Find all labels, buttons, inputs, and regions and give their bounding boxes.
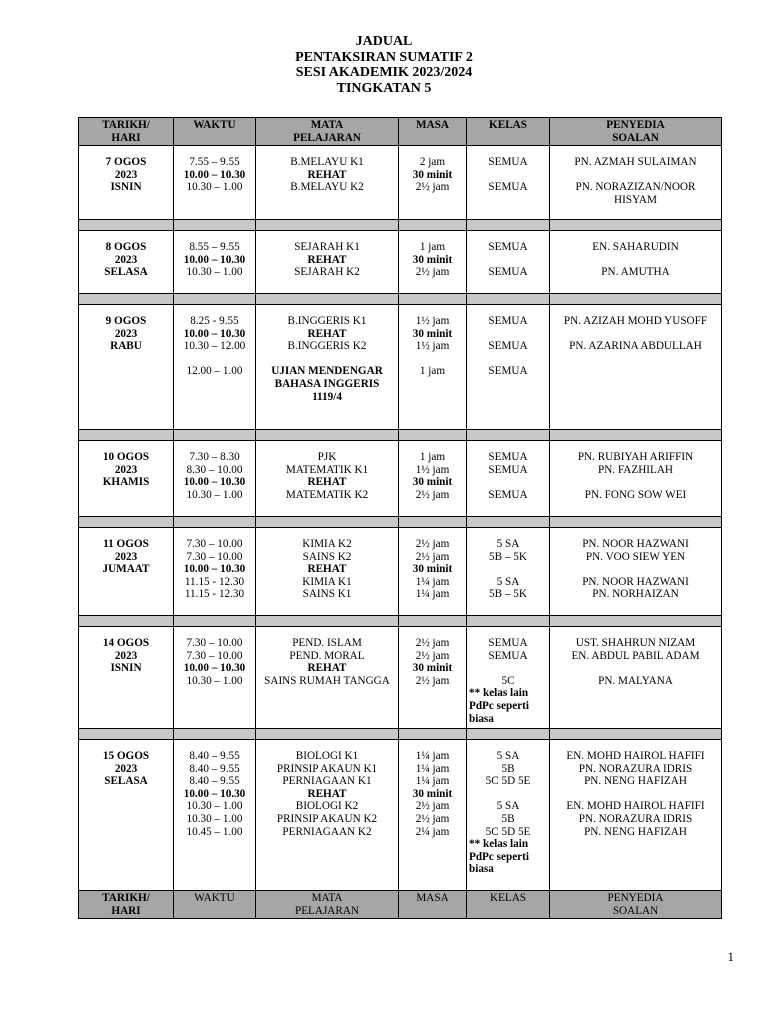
mata-cell: KIMIA K2 SAINS K2 REHAT KIMIA K1 SAINS K1 [256, 528, 399, 616]
penyedia-cell: PN. NOOR HAZWANI PN. VOO SIEW YEN PN. NOOR HAZWANI PN. NORHAIZAN [550, 528, 722, 616]
waktu-cell: 7.55 – 9.55 10.00 – 10.30 10.30 – 1.00 [174, 146, 256, 220]
header-row [79, 118, 722, 146]
header-kelas: KELAS [467, 118, 550, 146]
date-cell: 14 OGOS 2023 ISNIN [79, 627, 174, 729]
waktu-cell: 8.40 – 9.55 8.40 – 9.55 8.40 – 9.55 10.00 – 10.30 10.30 – 1.00 10.30 – 1.00 10.45 – 1.00 [174, 740, 256, 891]
title-line-1: JADUAL [355, 34, 413, 49]
header-waktu: WAKTU [174, 118, 256, 146]
waktu-cell: 8.55 – 9.55 10.00 – 10.30 10.30 – 1.00 [174, 231, 256, 294]
penyedia-cell: PN. AZIZAH MOHD YUSOFF PN. AZARINA ABDULLAH [550, 305, 722, 430]
mata-cell: B.INGGERIS K1 REHAT B.INGGERIS K2 UJIAN MENDENGAR BAHASA INGGERIS 1119/4 [256, 305, 399, 430]
day-row [79, 441, 722, 517]
waktu-cell: 7.30 – 10.00 7.30 – 10.00 10.00 – 10.30 11.15 - 12.30 11.15 - 12.30 [174, 528, 256, 616]
kelas-note: ** kelas lain PdPc seperti biasa [469, 838, 529, 876]
mata-cell: PEND. ISLAM PEND. MORAL REHAT SAINS RUMAH TANGGA [256, 627, 399, 729]
footer-kelas: KELAS [467, 891, 550, 919]
title-line-2: PENTAKSIRAN SUMATIF 2 [295, 49, 473, 65]
schedule-table [78, 117, 722, 919]
kelas-cell: SEMUA SEMUA 5C ** kelas lain PdPc seperti biasa [467, 627, 550, 729]
header-masa: MASA [399, 118, 467, 146]
separator-row [79, 729, 722, 740]
day-row [79, 627, 722, 729]
date-cell: 9 OGOS 2023 RABU [79, 305, 174, 430]
header-tarikh: TARIKH/ HARI [79, 118, 174, 146]
date-cell: 11 OGOS 2023 JUMAAT [79, 528, 174, 616]
date-cell: 8 OGOS 2023 SELASA [79, 231, 174, 294]
footer-waktu: WAKTU [174, 891, 256, 919]
kelas-cell: 5 SA 5B 5C 5D 5E 5 SA 5B 5C 5D 5E ** kelas lain PdPc seperti biasa [467, 740, 550, 891]
masa-cell: 1½ jam 30 minit 1½ jam 1 jam [399, 305, 467, 430]
masa-cell: 1 jam 30 minit 2½ jam [399, 231, 467, 294]
footer-masa: MASA [399, 891, 467, 919]
day-row [79, 305, 722, 430]
date-cell: 15 OGOS 2023 SELASA [79, 740, 174, 891]
footer-header-row [79, 891, 722, 919]
masa-cell: 2½ jam 2½ jam 30 minit 2½ jam [399, 627, 467, 729]
document-title-block [0, 34, 768, 96]
mata-cell: SEJARAH K1 REHAT SEJARAH K2 [256, 231, 399, 294]
separator-row [79, 517, 722, 528]
mata-cell: B.MELAYU K1 REHAT B.MELAYU K2 [256, 146, 399, 220]
penyedia-cell: UST. SHAHRUN NIZAM EN. ABDUL PABIL ADAM PN. MALYANA [550, 627, 722, 729]
masa-cell: 2½ jam 2½ jam 30 minit 1¼ jam 1¼ jam [399, 528, 467, 616]
day-row [79, 231, 722, 294]
waktu-cell: 8.25 - 9.55 10.00 – 10.30 10.30 – 12.00 12.00 – 1.00 [174, 305, 256, 430]
penyedia-cell: EN. SAHARUDIN PN. AMUTHA [550, 231, 722, 294]
separator-row [79, 430, 722, 441]
date-cell: 10 OGOS 2023 KHAMIS [79, 441, 174, 517]
day-row [79, 740, 722, 891]
masa-cell: 1¼ jam 1¼ jam 1¼ jam 30 minit 2½ jam 2½ jam 2¼ jam [399, 740, 467, 891]
footer-mata: MATA PELAJARAN [256, 891, 399, 919]
masa-cell: 2 jam 30 minit 2½ jam [399, 146, 467, 220]
kelas-cell: SEMUA SEMUA SEMUA [467, 305, 550, 430]
penyedia-cell: PN. AZMAH SULAIMAN PN. NORAZIZAN/NOOR HISYAM [550, 146, 722, 220]
kelas-cell: 5 SA 5B – 5K 5 SA 5B – 5K [467, 528, 550, 616]
kelas-note: ** kelas lain PdPc seperti biasa [469, 687, 529, 725]
separator-row [79, 616, 722, 627]
waktu-cell: 7.30 – 10.00 7.30 – 10.00 10.00 – 10.30 10.30 – 1.00 [174, 627, 256, 729]
mata-cell: PJK MATEMATIK K1 REHAT MATEMATIK K2 [256, 441, 399, 517]
masa-cell: 1 jam 1½ jam 30 minit 2½ jam [399, 441, 467, 517]
date-cell: 7 OGOS 2023 ISNIN [79, 146, 174, 220]
separator-row [79, 294, 722, 305]
waktu-cell: 7.30 – 8.30 8.30 – 10.00 10.00 – 10.30 10.30 – 1.00 [174, 441, 256, 517]
title-line-4: TINGKATAN 5 [336, 80, 432, 96]
mata-cell: BIOLOGI K1 PRINSIP AKAUN K1 PERNIAGAAN K1 REHAT BIOLOGI K2 PRINSIP AKAUN K2 PERNIAGAAN K2 [256, 740, 399, 891]
header-penyedia: PENYEDIA SOALAN [550, 118, 722, 146]
penyedia-cell: PN. RUBIYAH ARIFFIN PN. FAZHILAH PN. FONG SOW WEI [550, 441, 722, 517]
kelas-cell: SEMUA SEMUA [467, 146, 550, 220]
title-line-3: SESI AKADEMIK 2023/2024 [295, 65, 473, 80]
footer-penyedia: PENYEDIA SOALAN [550, 891, 722, 919]
kelas-cell: SEMUA SEMUA [467, 231, 550, 294]
header-mata: MATA PELAJARAN [256, 118, 399, 146]
day-row [79, 146, 722, 220]
kelas-cell: SEMUA SEMUA SEMUA [467, 441, 550, 517]
penyedia-cell: EN. MOHD HAIROL HAFIFI PN. NORAZURA IDRIS PN. NENG HAFIZAH EN. MOHD HAIROL HAFIFI PN. NORAZURA IDRIS PN. NENG HAFIZAH [550, 740, 722, 891]
separator-row [79, 220, 722, 231]
footer-tarikh: TARIKH/ HARI [79, 891, 174, 919]
day-row [79, 528, 722, 616]
page-number: 1 [727, 949, 734, 964]
